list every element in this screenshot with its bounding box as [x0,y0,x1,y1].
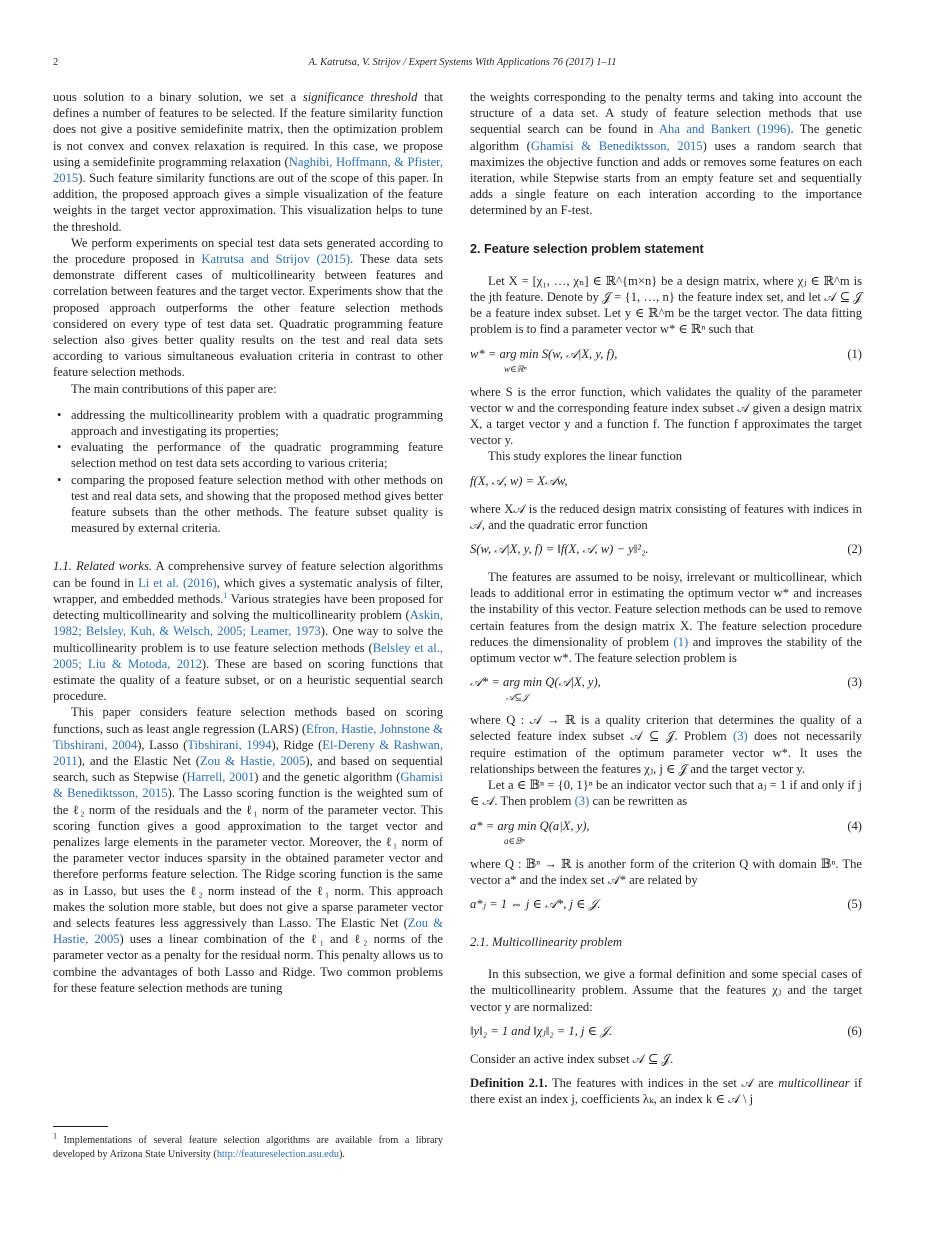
footnote-divider [53,1126,108,1127]
equation-number: (5) [847,896,862,911]
right-column [470,89,862,1107]
section-heading: 2. Feature selection problem statement [470,241,704,256]
citation-link[interactable]: Naghibi, Hoffmann, & Pfister, 2015 [53,154,444,186]
equation-2: S(w, 𝒜|X, y, f) = ‖f(X, 𝒜, w) − y‖²₂. (2) [470,542,862,557]
equation-6: ‖y‖₂ = 1 and ‖χⱼ‖₂ = 1, j ∈ 𝒥. (6) [470,1023,862,1038]
paragraph: where S is the error function, which validates the quality of the parameter vector w and the corresponding feature index subset 𝒜 given a design matrix X, a target vector y and a function f. The function f approximates the target vector y. [470,384,862,448]
paragraph: This study explores the linear function [488,449,683,464]
subsection-title: 1.1. Related works. [53,559,152,574]
equation-4: a* = arg min Q(a|X, y), a∈𝔹ⁿ (4) [470,818,862,848]
equation-subscript: 𝒜⊆𝒥 [506,692,529,703]
list-item: • addressing the multicollinearity problem with a quadratic programming approach and investigating its properties; [71,407,443,439]
definition-heading: Definition 2.1. [470,1075,548,1090]
footnote: $^1$ Implementations of several feature selection algorithms are available from a library developed by Arizona State University (http://featureselection.asu.edu). [53,1131,443,1160]
equation-linear: f(X, 𝒜, w) = X𝒜w, [470,473,568,488]
citation-link[interactable]: Ghamisi & Benediktsson, 2015 [53,770,443,801]
running-title: A. Katrutsa, V. Strijov / Expert Systems With Applications 76 (2017) 1–11 [308,57,617,68]
equation-number: (3) [847,675,862,690]
equation-number: (4) [847,818,862,833]
paragraph: In this subsection, we give a formal definition and some special cases of the multicollinearity problem. Assume that the features χⱼ and the target vector y are normalized: [470,967,862,1014]
equation-1: w* = arg min S(w, 𝒜|X, y, f), w∈ℝⁿ (1) [470,346,862,376]
equation-5: a*ⱼ = 1 ⇔ j ∈ 𝒜*, j ∈ 𝒥. (5) [470,896,862,911]
equation-ref-link[interactable]: (3) [733,729,748,744]
left-column [53,89,443,996]
paragraph: This paper considers feature selection methods based on scoring functions, such as least angle regression (LARS) (Efron, Hastie, Johnstone & Tibshirani, 2004), Lasso (Tibshirani, 1994), Ridge (El-Dereny & Rashwan, 2011), and the Elastic Net (Zou & Hastie, 2005), and based on sequential search, such as Stepwise (Harrell, 2001) and the genetic algorithm (Ghamisi & Benediktsson, 2015). The Lasso scoring function is the weighted sum of the ℓ₂ norm of the residuals and the ℓ₁ norm of the parameter vector. This scoring function gives a good approximation to the target vector and penalizes large elements in the parameter vector. Moreover, the ℓ₁ norm of the parameter vector induces sparsity in the obtained parameter vector and therefore performs feature selection. The Ridge scoring function is the same as in Lasso, but uses the ℓ₂ norm instead of the ℓ₁ norm. This approach makes the solution more stable, but does not give a sparse parameter vector and selects features less aggressively than Lasso. The Elastic Net (Zou & Hastie, 2005) uses a linear combination of the ℓ₁ and ℓ₂ norms of the parameter vector as a penalty for the residual norm. This penalty allows us to combine the advantages of both Lasso and Ridge. Two common problems for these feature selection methods are tuning [53,705,444,995]
citation-link[interactable]: Li et al. (2016) [138,575,217,590]
page-number: 2 [53,57,59,68]
paragraph: We perform experiments on special test data sets generated according to the procedure proposed in Katrutsa and Strijov (2015). These data sets demonstrate different cases of multicollinearity between features and correlation between features and the target vector. Experiments show that the proposed approach outperforms the other feature selection methods considered on every type of test data set. Quadratic programming feature selection also gives better quality results on the test and real data sets according to various simultaneous evaluation criteria in contrast to other feature selection methods. [53,235,443,380]
equation-subscript: w∈ℝⁿ [504,363,527,374]
related-works-paragraph: 1.1. Related works. A comprehensive survey of feature selection algorithms can be found in Li et al. (2016), which gives a systematic analysis of filter, wrapper, and embedded methods.$^1$ Various strategies have been proposed for detecting multicollinearity and solving the multicollinearity problem (Askin, 1982; Belsley, Kuh, & Welsch, 2005; Leamer, 1973). One way to solve the multicollinearity problem is to use feature selection methods (Belsley et al., 2005; Liu & Motoda, 2012). These are based on scoring functions that estimate the quality of a feature subset, or on a heuristic sequential search procedure. [53,559,444,704]
citation-link[interactable]: Zou & Hastie, 2005 [199,753,306,768]
paragraph: Consider an active index subset 𝒜 ⊆ 𝒥. [470,1051,674,1066]
citation-link[interactable]: Efron, Hastie, Johnstone & Tibshirani, 2004 [53,721,444,752]
equation-3: 𝒜* = arg min Q(𝒜|X, y), 𝒜⊆𝒥 (3) [470,674,862,704]
list-item: • evaluating the performance of the quadratic programming feature selection method on test data sets according to various criteria; [71,439,443,471]
citation-link[interactable]: Katrutsa and Strijov (2015) [201,252,351,267]
paragraph: Let X = [χ₁, …, χₙ] ∈ ℝ^{m×n} be a design matrix, where χⱼ ∈ ℝ^m is the jth feature. Denote by 𝒥 = {1, …, n} the feature index set, and let 𝒜 ⊆ 𝒥 be a feature index subset. Let y ∈ ℝ^m be the target vector. The data fitting problem is to find a parameter vector w* ∈ ℝⁿ such that [470,273,862,337]
definition-paragraph: Definition 2.1. The features with indices in the set 𝒜 are multicollinear if there exist an index j, coefficients λₖ, an index k ∈ 𝒜 \ j [470,1075,862,1107]
citation-link[interactable]: Zou & Hastie, 2005 [53,915,443,947]
paragraph: The main contributions of this paper are: [71,381,277,396]
paragraph: uous solution to a binary solution, we set a significance threshold that defines a number of features to be selected. If the feature similarity function does not give a positive semidefinite matrix, then the optimization problem is not convex and convex relaxation is required. In this case, we propose using a semidefinite programming relaxation (Naghibi, Hoffmann, & Pfister, 2015). Such feature similarity functions are out of the scope of this paper. In addition, the proposed approach gives a simple visualization of the feature weights in the target vector approximation. This visualization helps to tune the threshold. [53,90,444,234]
equation-ref-link[interactable]: (1) [673,634,689,649]
paragraph: Let a ∈ 𝔹ⁿ = {0, 1}ⁿ be an indicator vector such that aⱼ = 1 if and only if j ∈ 𝒜. Then problem (3) can be rewritten as [470,778,862,809]
equation-ref-link[interactable]: (3) [574,794,590,809]
equation-subscript: a∈𝔹ⁿ [504,835,525,846]
equation-number: (2) [847,542,862,557]
footnote-url-link[interactable]: http://featureselection.asu.edu [216,1149,340,1160]
subsection-heading: 2.1. Multicollinearity problem [470,934,623,949]
citation-link[interactable]: Belsley et al., 2005; Liu & Motoda, 2012 [53,640,443,671]
contributions-list [53,407,443,537]
citation-link[interactable]: Ghamisi & Benediktsson, 2015 [530,138,703,153]
citation-link[interactable]: Harrell, 2001 [186,770,255,785]
list-item: • comparing the proposed feature selection method with other methods on test and real data sets, and showing that the proposed method gives better feature subsets than the other methods. The feature subset quality is measured by external criteria. [71,472,443,537]
citation-link[interactable]: Aha and Bankert (1996) [658,122,791,137]
paragraph: where Q : 𝒜 → ℝ is a quality criterion that determines the quality of a selected feature index subset 𝒜 ⊆ 𝒥. Problem (3) does not necessarily require estimation of the optimum parameter vector w*. It uses the relationships between the features χⱼ, j ∈ 𝒥 and the target vector y. [470,713,862,776]
equation-number: (1) [847,346,862,361]
citation-link[interactable]: Tibshirani, 1994 [187,737,272,752]
equation-number: (6) [847,1023,862,1038]
citation-link[interactable]: El-Dereny & Rashwan, 2011 [53,737,443,768]
footnote-marker[interactable]: 1 [223,590,228,600]
citation-link[interactable]: Askin, 1982; Belsley, Kuh, & Welsch, 2005; Leamer, 1973 [53,608,443,639]
paragraph: where X𝒜 is the reduced design matrix consisting of features with indices in 𝒜, and the quadratic error function [470,501,862,532]
paragraph: the weights corresponding to the penalty terms and taking into account the structure of a data set. A study of feature selection methods that use sequential search can be found in Aha and Bankert (1996). The genetic algorithm (Ghamisi & Benediktsson, 2015) uses a random search that maximizes the objective function and adds or removes some features on each iteration, while Stepwise starts from an empty feature set and sequentially adds a single feature on each interation according to the importance determined by an F-test. [470,90,863,218]
paragraph: where Q : 𝔹ⁿ → ℝ is another form of the criterion Q with domain 𝔹ⁿ. The vector a* and the index set 𝒜* are related by [470,856,862,887]
paragraph: The features are assumed to be noisy, irrelevant or multicollinear, which leads to additional error in estimating the optimum vector w* and increases the instability of this vector. Feature selection methods can be used to remove certain features from the design matrix X. The feature selection procedure reduces the dimensionality of problem (1) and improves the stability of the optimum vector w*. The feature selection problem is [470,570,862,666]
